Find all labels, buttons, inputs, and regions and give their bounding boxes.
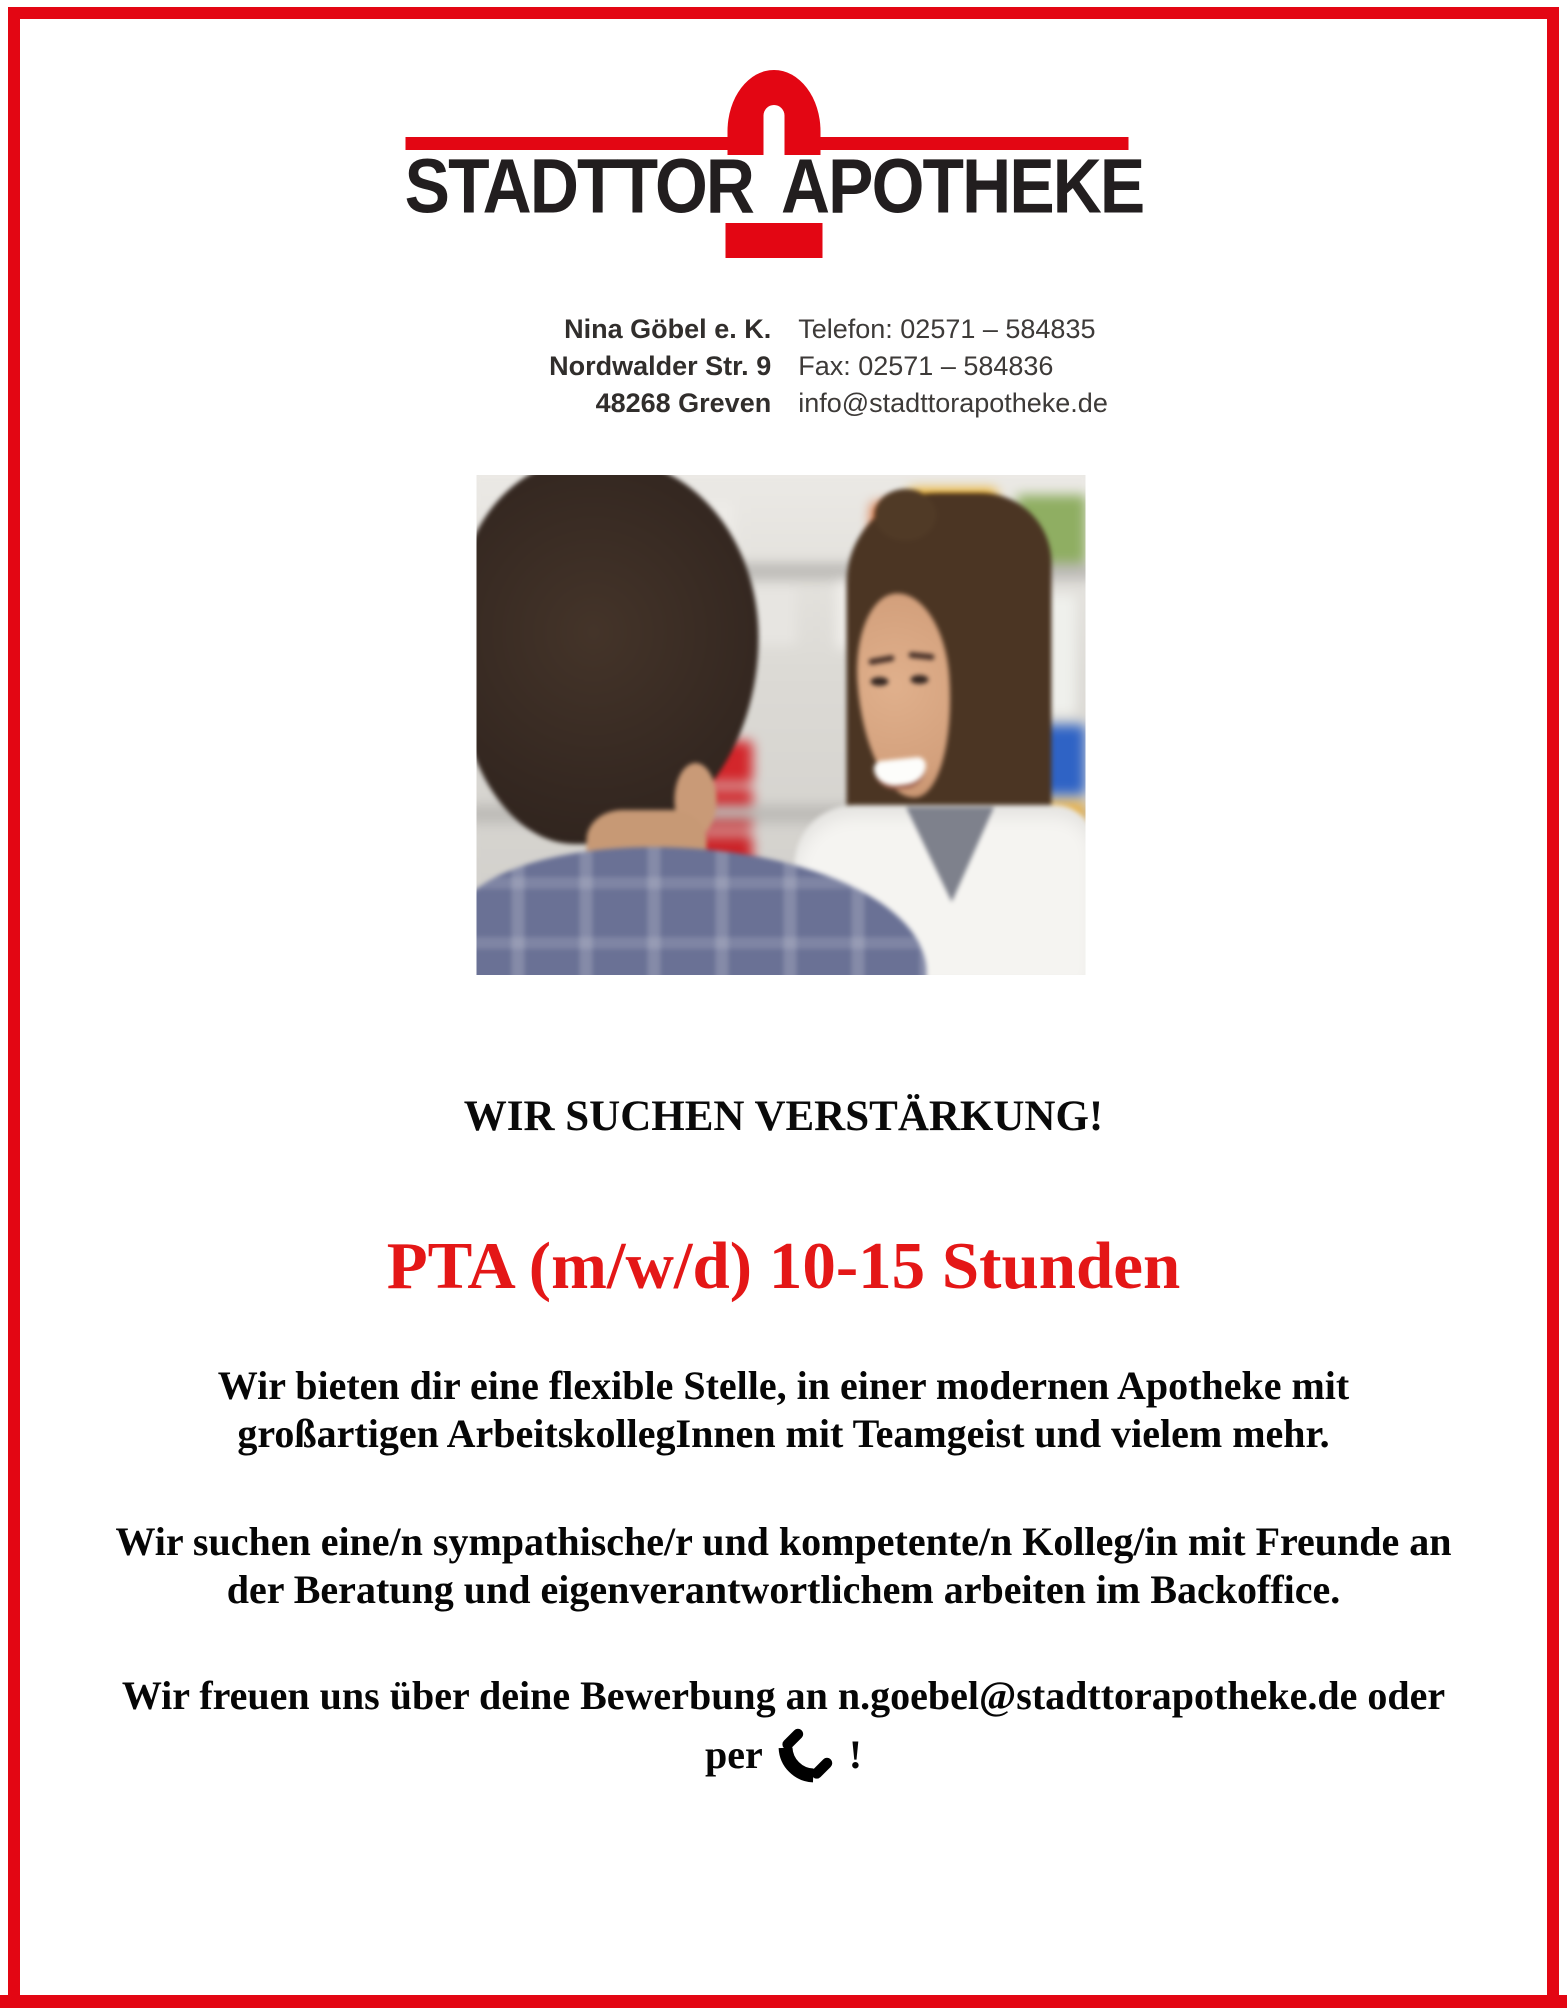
offer-line-1: Wir bieten dir eine flexible Stelle, in einer modernen Apotheke mit [217,1363,1350,1408]
phone-receiver-icon [773,1724,839,1790]
exclamation-mark: ! [848,1731,863,1777]
customer-plaid-shirt [476,847,926,975]
customer-hair [476,475,758,844]
pharmacist-eye [870,677,888,686]
contact-fax: Fax: 02571 – 584836 [798,351,1054,381]
offer-line-2: großartigen ArbeitskollegInnen mit Teamgeist und vielem mehr. [237,1411,1330,1456]
profile-paragraph [20,1518,1547,1614]
contact-city: 48268 Greven [595,388,772,418]
headline: WIR SUCHEN VERSTÄRKUNG! [463,1093,1104,1140]
profile-line-2: der Beratung und eigenverantwortlichem arbeiten im Backoffice. [226,1567,1341,1612]
contact-address-column [549,311,771,422]
offer-paragraph [20,1362,1547,1458]
contact-block [90,311,1567,422]
city-gate-arch-icon [727,70,820,155]
contact-email: info@stadttorapotheke.de [798,388,1108,418]
pharmacist-eye [910,675,928,684]
pharmacist-hair-bun [874,489,936,541]
logo-word-apotheke: APOTHEKE [780,143,1143,230]
contact-telefon: Telefon: 02571 – 584835 [798,314,1096,344]
job-title: PTA (m/w/d) 10-15 Stunden [386,1229,1181,1303]
contact-owner: Nina Göbel e. K. [564,314,772,344]
application-paragraph [20,1672,1547,1720]
contact-street: Nordwalder Str. 9 [549,351,772,381]
per-label: per [704,1731,763,1777]
application-line-1: Wir freuen uns über deine Bewerbung an n.goebel@stadttorapotheke.de oder [121,1673,1446,1718]
logo-wordmark [404,143,1143,230]
red-border-bottom [0,1995,1567,2008]
application-phone-line [0,1718,1567,1790]
pharmacy-photo [476,475,1085,975]
contact-comm-column [798,311,1108,422]
logo-word-stadttor: STADTTOR [404,143,753,230]
profile-line-1: Wir suchen eine/n sympathische/r und kompetente/n Kolleg/in mit Freunde an [115,1519,1452,1564]
photo-people [476,475,1085,975]
